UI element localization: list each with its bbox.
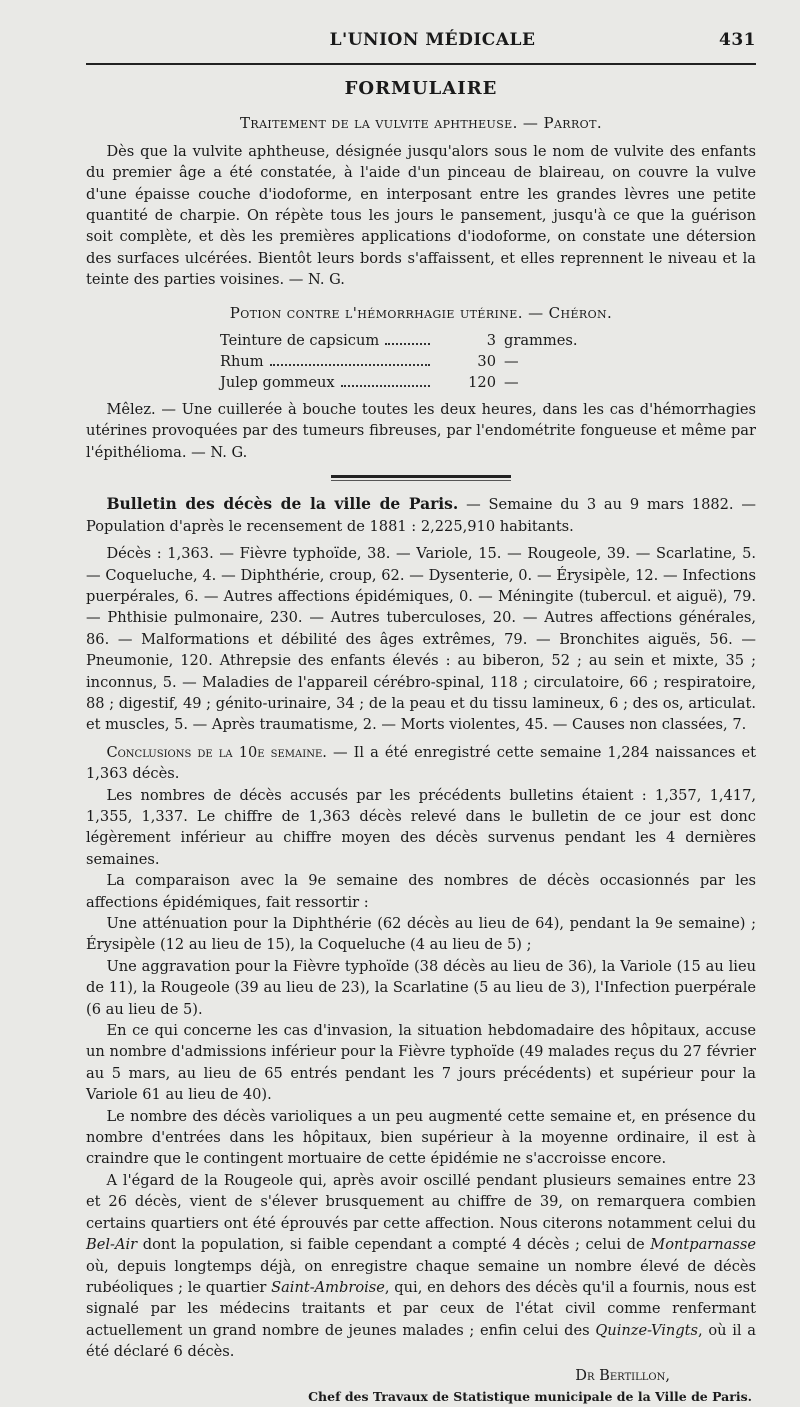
paragraph-comparison: La comparaison avec la 9e semaine des nombres de décès occasionnés par les affections épidémiques, fait ressortir : [86, 872, 756, 911]
recipe-list [220, 330, 600, 393]
paragraph-variole: Le nombre des décès varioliques a un peu augmenté cette semaine et, en présence du nombre d'entrées dans les hôpitaux, bien supérieur à la moyenne ordinaire, il est à craindre que le contingent mortuaire de cette épidémie ne s'accroisse encore. [86, 1107, 756, 1168]
conclusions-label: Conclusions de la 10e semaine. [106, 743, 327, 761]
recipe-row [220, 351, 600, 372]
deaths-paragraph: Décès : 1,363. — Fièvre typhoïde, 38. — Variole, 15. — Rougeole, 39. — Scarlatine, 5. — Coqueluche, 4. — Diphthérie, croup, 62. — Dysenterie, 0. — Érysipèle, 12. — Infections puerpérales, 6. — Autres affections épidémiques, 0. — Méningite (tubercul. et aiguë), 79. — Phthisie pulmonaire, 230. — Autres tuberculoses, 20. — Autres affections générales, 86. — Malformations et débilité des âges extrêmes, 79. — Bronchites aiguës, 56. — Pneumonie, 120. Athrepsie des enfants élevés : au biberon, 52 ; au sein et mixte, 35 ; inconnus, 5. — Maladies de l'appareil cérébro-spinal, 118 ; circulatoire, 66 ; respiratoire, 88 ; digestif, 49 ; génito-urinaire, 34 ; de la peau et du tissu lamineux, 6 ; des os, articulat. et muscles, 5. — Après traumatisme, 2. — Morts violentes, 45. — Causes non classées, 7. [86, 545, 756, 734]
quartier-saint-ambroise: Saint-Ambroise [271, 1278, 385, 1296]
running-header [86, 30, 756, 50]
bulletin-intro: — Semaine du 3 au 9 mars 1882. — Population d'après le recensement de 1881 : 2,225,910 habitants. [86, 496, 756, 535]
recipe-ingredient: Rhum [220, 353, 264, 371]
recipe-ingredient: Teinture de capsicum [220, 332, 380, 350]
rougeole-text: , qui, en dehors des décès qu'il a fournis, nous est signalé par les médecins traitants et par ceux de l'état civil comme renfermant actuellement un grand nombre de jeunes malades ; enfin celui des [86, 1278, 756, 1339]
recipe-unit: — [504, 374, 519, 392]
header-rule [86, 63, 756, 65]
paragraph-attenuation: Une atténuation pour la Diphthérie (62 décès au lieu de 64), pendant la 9e semaine) ; Érysipèle (12 au lieu de 15), la Coqueluche (4 au lieu de 5) ; [86, 915, 756, 954]
quartier-quinze-vingts: Quinze-Vingts [595, 1321, 699, 1339]
rougeole-text: où, depuis longtemps déjà, on enregistre chaque semaine un nombre élevé de décès rubéoliques ; le quartier [86, 1257, 756, 1296]
recipe-qty: 3 [486, 332, 496, 350]
quartier-bel-air: Bel-Air [86, 1236, 138, 1254]
recipe-row [220, 372, 600, 393]
leader-dots [341, 372, 430, 387]
paragraph-previous-bulletins: Les nombres de décès accusés par les précédents bulletins étaient : 1,357, 1,417, 1,355, 1,337. Le chiffre de 1,363 décès relevé dans le bulletin de ce jour est donc légèrement inférieur au chiffre moyen des décès survenus pendant les 4 dernières semaines. [86, 786, 756, 868]
page-number: 431 [719, 30, 756, 50]
recipe-unit: — [504, 353, 519, 371]
signature-title: Chef des Travaux de Statistique municipale de la Ville de Paris. [308, 1388, 752, 1404]
section-separator [331, 475, 511, 481]
rougeole-text: A l'égard de la Rougeole qui, après avoir oscillé pendant plusieurs semaines entre 23 et 26 décès, vient de s'élever brusquement au chiffre de 39, on remarquera combien certains quartiers ont été éprouvés par cette affection. Nous citerons notamment celui du [86, 1171, 756, 1232]
conclusions-text: — Il a été enregistré cette semaine 1,284 naissances et 1,363 décès. [86, 743, 756, 783]
recipe-ingredient: Julep gommeux [220, 374, 335, 392]
potion-title: Potion contre l'hémorrhagie utérine. — Chéron. [229, 303, 613, 322]
recipe-qty: 120 [468, 374, 496, 392]
bulletin-intro-paragraph [86, 493, 756, 537]
paragraph-rougeole [86, 1170, 756, 1363]
recipe-unit: grammes. [504, 332, 578, 350]
recipe-row [220, 330, 600, 351]
recipe-qty: 30 [477, 353, 496, 371]
section-heading-formulaire: FORMULAIRE [344, 78, 498, 99]
quartier-montparnasse: Montparnasse [650, 1236, 756, 1254]
bulletin-title: Bulletin des décès de la ville de Paris. [106, 494, 459, 514]
signature: Dr Bertillon, [575, 1366, 670, 1384]
rougeole-text: , où il a été déclaré 6 décès. [86, 1321, 756, 1361]
vulvite-title: Traitement de la vulvite aphtheuse. — Parrot. [240, 114, 602, 133]
leader-dots [385, 330, 430, 345]
paragraph-aggravation: Une aggravation pour la Fièvre typhoïde (38 décès au lieu de 36), la Variole (15 au lieu de 11), la Rougeole (39 au lieu de 23), la Scarlatine (5 au lieu de 3), l'Infection puerpérale (6 au lieu de 5). [86, 957, 756, 1018]
paragraph-invasion: En ce qui concerne les cas d'invasion, la situation hebdomadaire des hôpitaux, accuse un nombre d'admissions inférieur pour la Fièvre typhoïde (49 malades reçus du 27 février au 5 mars, au lieu de 65 entrés pendant les 7 jours précédents) et supérieur pour la Variole 61 au lieu de 40). [86, 1022, 756, 1104]
leader-dots [270, 351, 430, 366]
journal-title: L'UNION MÉDICALE [329, 30, 536, 50]
potion-text: Mêlez. — Une cuillerée à bouche toutes les deux heures, dans les cas d'hémorrhagies utérines provoquées par des tumeurs fibreuses, par l'endométrite fongueuse et même par l'épithélioma. — N. G. [86, 401, 756, 461]
vulvite-text: Dès que la vulvite aphtheuse, désignée jusqu'alors sous le nom de vulvite des enfants du premier âge a été constatée, à l'aide d'un pinceau de blaireau, on couvre la vulve d'une épaisse couche d'iodoforme, en interposant entre les grandes lèvres une petite quantité de charpie. On répète tous les jours le pansement, jusqu'à ce que la guérison soit complète, et dès les premières applications d'iodoforme, on constate une détersion des surfaces ulcérées. Bientôt leurs bords s'affaissent, et elles reprennent le niveau et la teinte des parties voisines. — N. G. [86, 142, 756, 289]
conclusions-paragraph [86, 742, 756, 785]
page-content [86, 74, 756, 1407]
rougeole-text: dont la population, si faible cependant a compté 4 décès ; celui de [137, 1236, 651, 1254]
